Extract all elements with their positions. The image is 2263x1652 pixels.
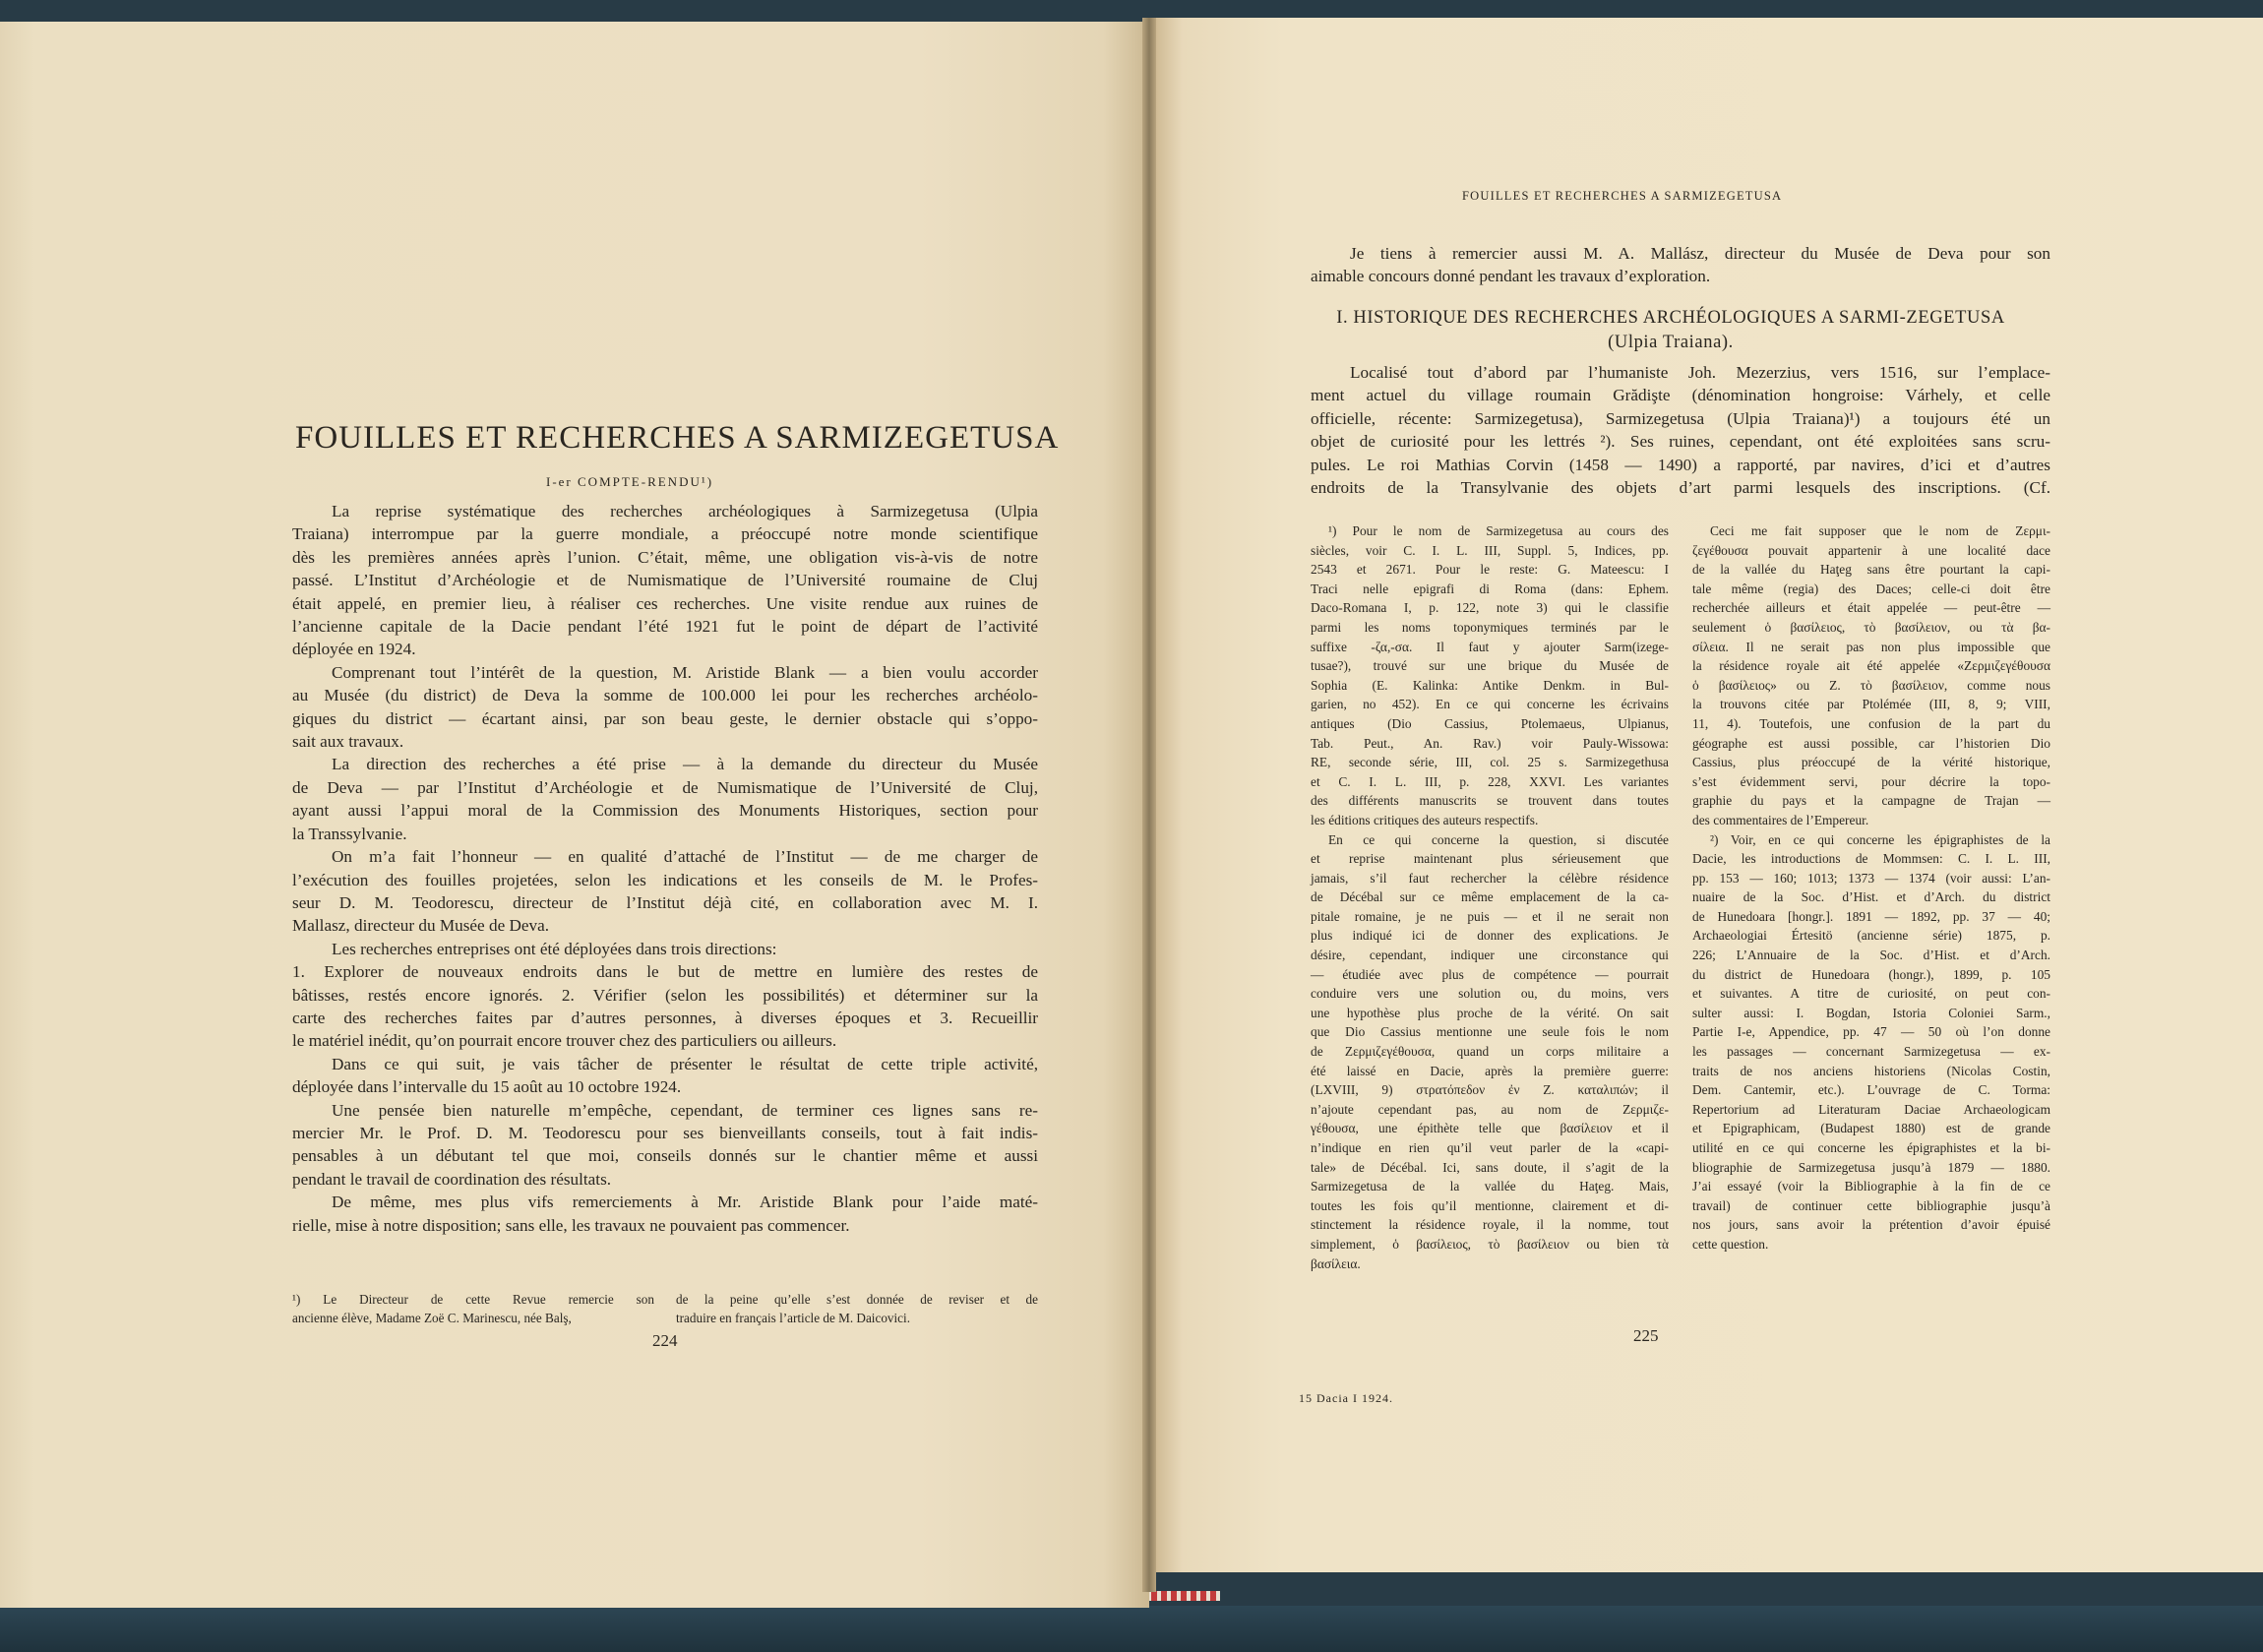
text-line: ¹) Pour le nom de Sarmizegetusa au cours des	[1328, 523, 1669, 538]
text-line: de Hunedoara [hongr.]. 1891 — 1892, pp. 37 — 40;	[1692, 908, 2050, 924]
text-line: la résidence royale ait été appelée «Ζερμιζεγέθουσα	[1692, 658, 2050, 674]
text-line: des différents manuscrits se trouvent dans toutes	[1311, 793, 1669, 809]
text-line: Je tiens à remercier aussi M. A. Mallász, directeur du Musée de Deva pour son	[1350, 244, 2050, 263]
text-line: conduire vers une solution ou, du moins, vers	[1311, 986, 1669, 1002]
text-line: l’exécution des fouilles projetées, selon les indications et les conseils de M. le Profes-	[292, 870, 1038, 889]
text-line: Les recherches entreprises ont été déployées dans trois directions:	[332, 939, 777, 958]
text-line: nos jours, sans avoir la prétention d’avoir épuisé	[1692, 1217, 2050, 1233]
text-line: plus indiqué ici de donner des explications. Je	[1311, 928, 1669, 944]
text-line: du district de Hunedoara (hongr.), 1899, p. 105	[1692, 966, 2050, 982]
text-line: une hypothèse plus proche de la vérité. On sait	[1311, 1005, 1669, 1020]
text-line: la Transsylvanie.	[292, 824, 407, 843]
text-line: n’ajoute cependant pas, au nom de Ζερμιζε-	[1311, 1101, 1669, 1117]
book-spine	[0, 1606, 2263, 1652]
page-gutter	[1142, 18, 1156, 1592]
text-line: ζεγέθουσα pouvait appartenir à une localité dace	[1692, 542, 2050, 558]
text-line: n’indique en rien qu’il veut parler de la «capi-	[1311, 1140, 1669, 1155]
text-line: cette question.	[1692, 1236, 1769, 1252]
text-line: J’ai essayé (voir la Bibliographie à la fin de ce	[1692, 1179, 2050, 1194]
text-line: travail) de continuer cette bibliographie jusqu’à	[1692, 1197, 2050, 1213]
text-line: Traci nelle epigrafi di Roma (dans: Ephem.	[1311, 581, 1669, 596]
text-line: passé. L’Institut d’Archéologie et de Numismatique de l’Université roumaine de Cluj	[292, 571, 1038, 590]
text-line: stinctement la résidence royale, il la nomme, tout	[1311, 1217, 1669, 1233]
left-body-text	[292, 500, 1038, 1237]
section-body-text	[1311, 361, 2050, 499]
article-subtitle: I-er COMPTE-RENDU¹)	[546, 474, 714, 489]
running-head: FOUILLES ET RECHERCHES A SARMIZEGETUSA	[1462, 189, 1783, 203]
text-line: De même, mes plus vifs remerciements à Mr. Aristide Blank pour l’aide maté-	[332, 1193, 1038, 1212]
text-line: antiques (Dio Cassius, Ptolemaeus, Ulpianus,	[1311, 715, 1669, 731]
text-line: simplement, ὁ βασίλειος, τὸ βασίλειον ou bien τὰ	[1311, 1236, 1669, 1252]
text-line: Mallasz, directeur du Musée de Deva.	[292, 916, 550, 936]
text-line: l’ancienne capitale de la Dacie pendant l’été 1921 fut le point de départ de l’activité	[292, 617, 1038, 637]
page-number: 224	[652, 1331, 678, 1350]
text-line: pendant le travail de coordination des résultats.	[292, 1169, 612, 1189]
text-line: Daco-Romana I, p. 122, note 3) qui le classifie	[1311, 600, 1669, 616]
text-line: carte des recherches faites par d’autres personnes, à diverses époques et 3. Recueillir	[292, 1008, 1038, 1027]
text-line: Dem. Cantemir, etc.). L’ouvrage de C. Torma:	[1692, 1082, 2050, 1098]
footnote-right-column	[676, 1291, 1038, 1327]
imprint-line: 15 Dacia I 1924.	[1299, 1391, 1393, 1405]
text-line: tale» de Décébal. Ici, sans doute, il s’agit de la	[1311, 1159, 1669, 1175]
text-line: désire, cependant, indiquer une circonstance qui	[1311, 948, 1669, 963]
text-line: officielle, récente: Sarmizegetusa), Sarmizegetusa (Ulpia Traiana)¹) a toujours été un	[1311, 408, 2050, 428]
text-line: giques du district — écartant ainsi, par son beau geste, le dernier obstacle qui s’oppo-	[292, 708, 1038, 728]
left-page	[0, 22, 1149, 1608]
footnote-line: traduire en français l’article de M. Daicovici.	[676, 1310, 910, 1325]
footnote-column-1	[1311, 521, 1669, 1273]
text-line: (LXVIII, 9) στρατόπεδον ἐν Ζ. καταλιπών; il	[1311, 1082, 1669, 1098]
text-line: endroits de la Transylvanie des objets d’art parmi lesquels des inscriptions. (Cf.	[1311, 478, 2050, 498]
text-line: nuaire de la Soc. d’Hist. et d’Arch. du district	[1692, 889, 2050, 905]
text-line: Cassius, plus préoccupé de la vérité historique,	[1692, 755, 2050, 770]
text-line: Ceci me fait supposer que le nom de Ζερμι-	[1710, 523, 2050, 538]
text-line: σίλεια. Il ne serait pas non plus impossible que	[1692, 639, 2050, 654]
text-line: siècles, voir C. I. L. III, Suppl. 5, Indices, pp.	[1311, 542, 1669, 558]
text-line: rielle, mise à notre disposition; sans elle, les travaux ne pouvaient pas commencer.	[292, 1215, 850, 1235]
text-line: sulter aussi: I. Bogdan, Istoria Coloniei Sarm.,	[1692, 1005, 2050, 1020]
text-line: 2543 et 2671. Pour le reste: G. Mateescu: I	[1311, 562, 1669, 578]
right-page	[1149, 18, 2263, 1572]
text-line: tale même (regia) des Daces; celle-ci doit être	[1692, 581, 2050, 596]
text-line: le matériel inédit, qu’on pourrait encore trouver chez des particuliers ou ailleurs.	[292, 1031, 837, 1051]
text-line: Archaeologiai Értesitö (ancienne série) 1875, p.	[1692, 928, 2050, 944]
text-line: — étudiée avec plus de compétence — pourrait	[1311, 966, 1669, 982]
text-line: et Epigraphicam, (Budapest 1880) est de grande	[1692, 1121, 2050, 1136]
text-line: les passages — concernant Sarmizegetusa — ex-	[1692, 1044, 2050, 1060]
section-heading: I. HISTORIQUE DES RECHERCHES ARCHÉOLOGIQUES A SARMI-ZEGETUSA (Ulpia Traiana).	[1336, 308, 2005, 352]
text-line: Sarmizegetusa de la vallée du Haţeg. Mais,	[1311, 1179, 1669, 1194]
text-line: tusae?), trouvé sur une brique du Musée de	[1311, 658, 1669, 674]
text-line: sait aux travaux.	[292, 732, 404, 752]
footnote-line: ancienne élève, Madame Zoë C. Marinescu, née Balş,	[292, 1310, 572, 1325]
footnote-line: ¹) Le Directeur de cette Revue remercie son	[292, 1292, 654, 1307]
text-line: la trouvons citée par Ptolémée (III, 8, 9; VIII,	[1692, 697, 2050, 712]
text-line: de Deva — par l’Institut d’Archéologie et de Numismatique de l’Université de Cluj,	[292, 777, 1038, 797]
text-line: de Ζερμιζεγέθουσα, quand un corps militaire a	[1311, 1044, 1669, 1060]
text-line: En ce qui concerne la question, si discutée	[1328, 831, 1669, 847]
text-line: La reprise systématique des recherches archéologiques à Sarmizegetusa (Ulpia	[332, 502, 1038, 520]
footnote-line: de la peine qu’elle s’est donnée de reviser et de	[676, 1292, 1038, 1307]
text-line: seulement ὁ βασίλειος, τὸ βασίλειον, ou τὰ βα-	[1692, 619, 2050, 635]
text-line: 11, 4). Toutefois, une confusion de la part du	[1692, 715, 2050, 731]
text-line: de la vallée du Haţeg sans être pourtant la capi-	[1692, 562, 2050, 578]
intro-text	[1311, 242, 2050, 288]
text-line: pitale romaine, je ne puis — et il ne serait non	[1311, 908, 1669, 924]
text-line: été laissé en Dacie, après la première guerre:	[1311, 1063, 1669, 1078]
text-line: ὁ βασίλειος» ou Ζ. τὸ βασίλειον, comme nous	[1692, 677, 2050, 693]
text-line: suffixe -ζα,-σα. Il faut y ajouter Sarm(izege-	[1311, 639, 1669, 654]
text-line: ment actuel du village roumain Grădişte (dénomination hongroise: Várhely, et celle	[1311, 386, 2050, 405]
text-line: 226; L’Annuaire de la Soc. d’Hist. et d’Arch.	[1692, 948, 2050, 963]
text-line: On m’a fait l’honneur — en qualité d’attaché de l’Institut — de me charger de	[332, 847, 1038, 867]
text-line: 1. Explorer de nouveaux endroits dans le but de mettre en lumière des restes de	[292, 962, 1038, 982]
text-line: garien, no 452). En ce qui concerne les écrivains	[1311, 697, 1669, 712]
text-line: bâtisses, restés encore ignorés. 2. Vérifier (selon les possibilités) et déterminer sur la	[292, 985, 1038, 1005]
text-line: La direction des recherches a été prise — à la demande du directeur du Musée	[332, 755, 1038, 774]
text-line: déployée en 1924.	[292, 640, 416, 659]
text-line: que Dio Cassius mentionne une seule fois le nom	[1311, 1024, 1669, 1040]
text-line: s’est évidemment servi, pour décrire la topo-	[1692, 773, 2050, 789]
text-line: parmi les noms toponymiques terminés par le	[1311, 619, 1669, 635]
text-line: aimable concours donné pendant les travaux d’exploration.	[1311, 267, 1711, 286]
text-line: pules. Le roi Mathias Corvin (1458 — 1490) a rapporté, par navires, d’ici et d’autres	[1311, 455, 2050, 474]
text-line: et C. I. L. III, p. 228, XXVI. Les variantes	[1311, 773, 1669, 789]
text-line: Partie I-e, Appendice, pp. 47 — 50 où l’on donne	[1692, 1024, 2050, 1040]
text-line: et reprise maintenant plus sérieusement que	[1311, 851, 1669, 867]
footnote-column-2	[1692, 521, 2050, 1254]
text-line: traits de nos anciens historiens (Nicolas Costin,	[1692, 1063, 2050, 1078]
text-line: ayant aussi l’appui moral de la Commission des Monuments Historiques, section pour	[292, 801, 1038, 821]
text-line: Dans ce qui suit, je vais tâcher de présenter le résultat de cette triple activité,	[332, 1054, 1038, 1073]
text-line: γέθουσα, une épithète telle que βασίλειον et il	[1311, 1121, 1669, 1136]
text-line: RE, seconde série, III, col. 25 s. Sarmizegethusa	[1311, 755, 1669, 770]
text-line: mercier Mr. le Prof. D. M. Teodorescu pour ses bienveillants conseils, tout à fait indis-	[292, 1123, 1038, 1142]
text-line: Tab. Peut., An. Rav.) voir Pauly-Wissowa:	[1311, 735, 1669, 751]
text-line: de Décébal sur ce même emplacement de la ca-	[1311, 889, 1669, 905]
text-line: toutes les fois qu’il mentionne, clairement et di-	[1311, 1197, 1669, 1213]
text-line: dès les premières années après l’union. C’était, même, une obligation vis-à-vis de notre	[292, 547, 1038, 567]
text-line: déployée dans l’intervalle du 15 août au 10 octobre 1924.	[292, 1077, 682, 1097]
text-line: pp. 153 — 160; 1013; 1373 — 1374 (voir aussi: L’an-	[1692, 870, 2050, 886]
text-line: les éditions critiques des auteurs respectifs.	[1311, 812, 1539, 827]
text-line: était appelé, en premier lieu, à réaliser ces recherches. Une visite rendue aux ruines de	[292, 593, 1038, 613]
text-line: seur D. M. Teodorescu, directeur de l’Institut déjà cité, en collaboration avec M. I.	[292, 892, 1038, 912]
text-line: Repertorium ad Literaturam Daciae Archaeologicam	[1692, 1101, 2050, 1117]
text-line: βασίλεια.	[1311, 1255, 1361, 1271]
text-line: objet de curiosité pour les lettrés ²). Ses ruines, cependant, ont été exploitées sans scru-	[1311, 432, 2050, 452]
text-line: au Musée (du district) de Deva la somme de 100.000 lei pour les recherches archéolo-	[292, 686, 1038, 705]
footnote-left-column	[292, 1291, 654, 1327]
text-line: Dacie, les introductions de Mommsen: C. I. L. III,	[1692, 851, 2050, 867]
text-line: Localisé tout d’abord par l’humaniste Joh. Mezerzius, vers 1516, sur l’emplace-	[1350, 363, 2050, 382]
text-line: des commentaires de l’Empereur.	[1692, 812, 1869, 827]
text-line: et suivantes. A titre de curiosité, on peut con-	[1692, 986, 2050, 1002]
text-line: Comprenant tout l’intérêt de la question, M. Aristide Blank — a bien voulu accorder	[332, 662, 1038, 682]
text-line: recherchée ailleurs et était appelée — peut-être —	[1692, 600, 2050, 616]
text-line: utilité en ce qui concerne les épigraphistes et la bi-	[1692, 1140, 2050, 1155]
text-line: ²) Voir, en ce qui concerne les épigraphistes de la	[1710, 831, 2050, 847]
text-line: graphie du pays et la campagne de Trajan —	[1692, 793, 2050, 809]
text-line: Sophia (E. Kalinka: Antike Denkm. in Bul-	[1311, 677, 1669, 693]
text-line: Traiana) interrompue par la guerre mondiale, a préoccupé notre monde scientifique	[292, 524, 1038, 544]
text-line: Une pensée bien naturelle m’empêche, cependant, de terminer ces lignes sans re-	[332, 1100, 1038, 1120]
text-line: jamais, s’il faut rechercher la célèbre résidence	[1311, 870, 1669, 886]
text-line: bliographie de Sarmizegetusa jusqu’à 1879 — 1880.	[1692, 1159, 2050, 1175]
page-number: 225	[1633, 1326, 1659, 1345]
article-title: FOUILLES ET RECHERCHES A SARMIZEGETUSA	[295, 420, 1060, 456]
text-line: pensables à un débutant tel que moi, conseils donnés sur le chantier même et aussi	[292, 1146, 1038, 1166]
text-line: géographe est aussi possible, car l’historien Dio	[1692, 735, 2050, 751]
